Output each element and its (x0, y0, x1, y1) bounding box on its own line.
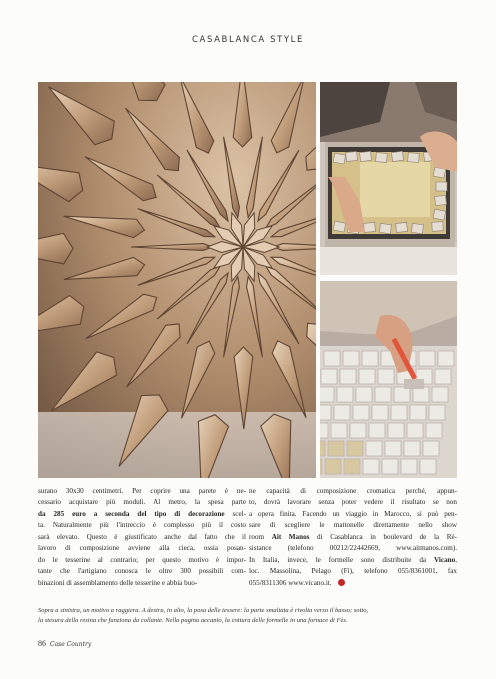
text-run: loc. Massolina, Pelago (Fi), telefono 055/8361001, fax (249, 567, 457, 576)
tessera (391, 151, 403, 161)
tessera (333, 221, 346, 232)
text-line (38, 543, 246, 554)
grid-tile (359, 369, 375, 384)
text-line (249, 532, 457, 543)
grid-tile (320, 441, 325, 456)
grid-tile (320, 459, 322, 474)
grid-tile (378, 369, 394, 384)
grid-tile (340, 369, 356, 384)
tessera (435, 195, 447, 205)
tessera (411, 223, 423, 233)
grid-tile (413, 387, 429, 402)
grid-tile (410, 405, 426, 420)
text-line (38, 486, 246, 497)
grid-tile (423, 441, 439, 456)
grid-tile (353, 405, 369, 420)
text-line (249, 578, 457, 589)
tessera (436, 182, 447, 191)
grid-tile (419, 351, 435, 366)
text-line (38, 532, 246, 543)
tessera (333, 153, 346, 164)
tessera (433, 209, 446, 220)
text-line (38, 578, 246, 589)
text-line (38, 520, 246, 531)
photo-spreading-resin (320, 281, 457, 478)
grid-tile (320, 423, 328, 438)
grid-tile (343, 351, 359, 366)
grid-tile (426, 423, 442, 438)
text-run: do le tesserine al contrario; per questo motivo è impor- (38, 555, 246, 564)
text-line (38, 555, 246, 566)
tessera (376, 153, 388, 163)
tessera (396, 222, 408, 232)
grid-tile (420, 459, 436, 474)
grid-tile (356, 387, 372, 402)
text-line (249, 543, 457, 554)
grid-tile (435, 369, 451, 384)
text-line (249, 566, 457, 577)
grid-tile (320, 405, 331, 420)
bold-text: Vicano (434, 555, 456, 564)
bold-text: da 285 euro a seconda del tipo di decorazione (38, 509, 225, 518)
grid-tile (331, 423, 347, 438)
text-line (249, 555, 457, 566)
grid-tile (363, 459, 379, 474)
grid-tile (362, 351, 378, 366)
grid-tile (407, 423, 423, 438)
text-run: binazioni di assemblamento delle tesserine e abbia buo- (38, 578, 198, 587)
grid-tile (337, 387, 353, 402)
text-run: lavoro di composizione avviene alla cieca, ossia posan- (38, 544, 246, 553)
grid-tile (334, 405, 350, 420)
text-run: scel- (224, 509, 246, 518)
grid-tile (401, 459, 417, 474)
photo-placing-tesserae (320, 82, 457, 275)
text-column-right (249, 486, 457, 589)
grid-tile (385, 441, 401, 456)
grid-tile (375, 387, 391, 402)
grid-tile (324, 351, 340, 366)
text-column-left (38, 486, 246, 589)
text-run: sarà elevato. Questo è giustificato anche dal fatto che il (38, 532, 246, 541)
text-run: sistance (telefono 00212/22442669, www.aitmanos.com). (249, 544, 457, 553)
caption-line: Sopra a sinistra, un motivo a raggiera. A destra, in alto, la posa delle tessere: la parte smaltata è rivolta verso il basso; sotto, (38, 607, 369, 614)
tessera (364, 223, 376, 233)
grid-tile (388, 423, 404, 438)
grid-tile (328, 441, 344, 456)
text-run: sare di scegliere le mattonelle direttamente nello show (249, 521, 457, 530)
text-run: di Casablanca in boulevard de la Ré- (309, 532, 458, 541)
page-number: 86 (38, 639, 46, 648)
text-run: cessario acquistare più moduli. Al metro, la spesa parte (38, 498, 246, 507)
grid-tile (404, 441, 420, 456)
text-run: ta. Naturalmente più l'intreccio è complesso più il costo (38, 521, 246, 530)
magazine-logo: Case Country (50, 641, 92, 648)
caption-line: la stesura della resina che funziona da collante. Nella pagina accanto, la cottura delle formelle in una fornace di Fès. (38, 617, 348, 624)
end-of-article-icon (338, 579, 345, 586)
text-line (38, 566, 246, 577)
text-line (38, 509, 246, 520)
grid-tile (391, 405, 407, 420)
grid-tile (372, 405, 388, 420)
photo-caption (38, 606, 457, 626)
tessera (346, 151, 358, 161)
text-line (249, 497, 457, 508)
bold-text: Ait Manos (271, 532, 310, 541)
text-line (249, 486, 457, 497)
text-run: 055/8311306 www.vicano.it. (249, 578, 332, 587)
grid-tile (366, 441, 382, 456)
grid-tile (429, 405, 445, 420)
running-head: CASABLANCA STYLE (192, 35, 304, 45)
grid-tile (325, 459, 341, 474)
text-line (249, 509, 457, 520)
grid-tile (321, 369, 337, 384)
text-run: In Italia, invece, le formelle sono distribuite da (249, 555, 435, 564)
grid-tile (320, 387, 334, 402)
text-run: ne capacità di composizione cromatica perché, appun- (249, 487, 457, 495)
grid-tile (344, 459, 360, 474)
tessera (408, 153, 420, 163)
text-line (249, 520, 457, 531)
grid-tile (438, 351, 454, 366)
text-run: tante che l'artigiano conosca le oltre 300 possibili com- (38, 567, 246, 576)
photo-radial-mosaic (38, 82, 316, 478)
grid-tile (432, 387, 448, 402)
tessera (379, 223, 391, 233)
grid-tile (394, 387, 410, 402)
folio (38, 639, 91, 648)
text-run: surano 30x30 centimetri. Per coprire una parete è ne- (38, 487, 246, 495)
grid-tile (347, 441, 363, 456)
text-run: a opera finita. Facendo un viaggio in Marocco, si può pen- (249, 509, 457, 518)
text-run: room (249, 532, 272, 541)
text-run: , (455, 555, 457, 564)
tessera (360, 151, 372, 161)
grid-tile (350, 423, 366, 438)
tessera (432, 222, 443, 232)
grid-tile (382, 459, 398, 474)
grid-tile (369, 423, 385, 438)
text-line (38, 497, 246, 508)
article-body (38, 486, 457, 589)
text-run: to, dovrà lavorare senza poter vedere il risultato se non (249, 498, 457, 507)
